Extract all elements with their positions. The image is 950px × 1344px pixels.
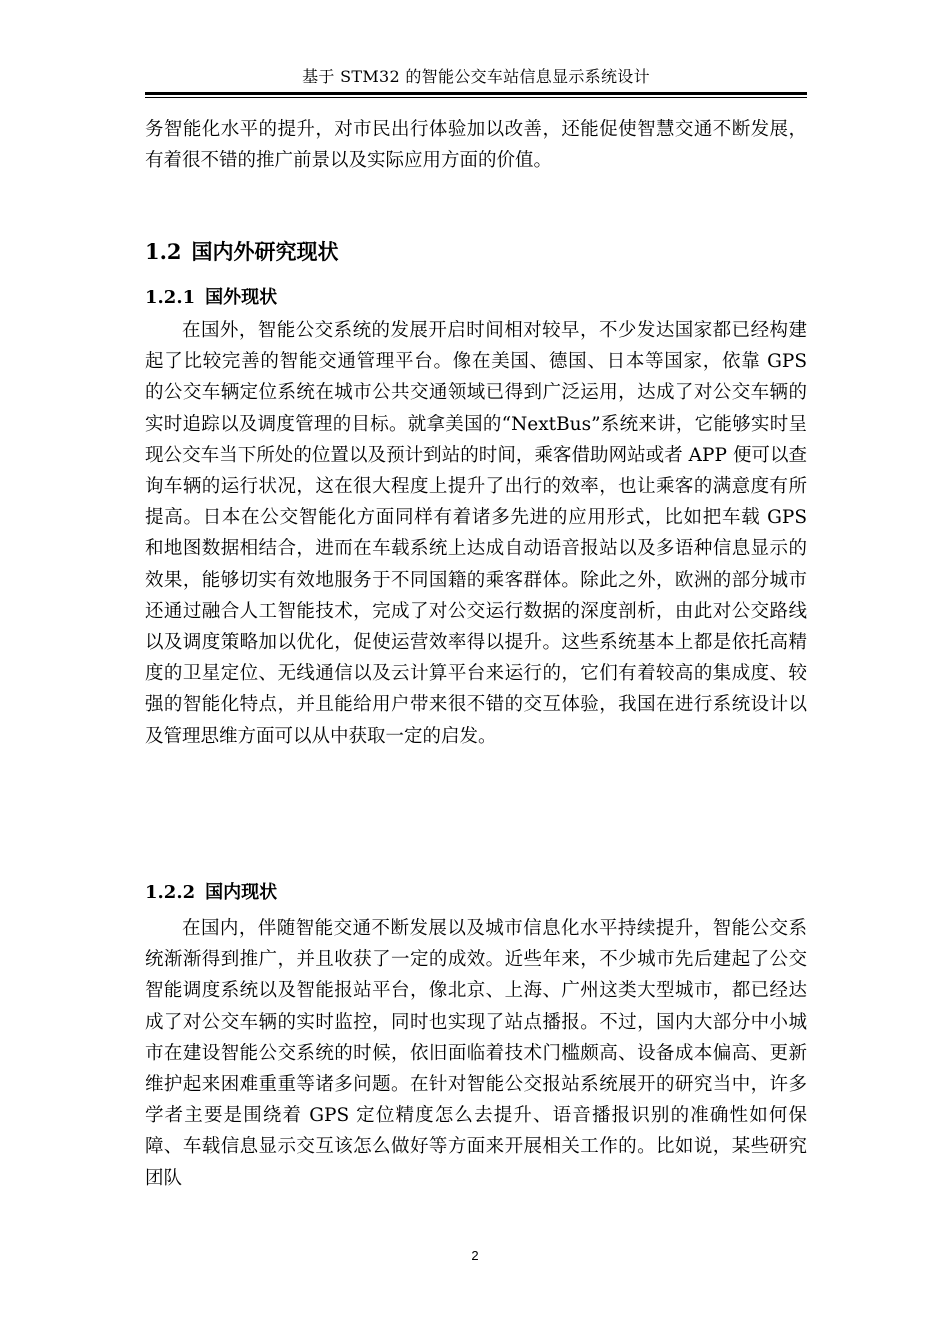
section-number: 1.2 [145,239,182,264]
page-number: 2 [471,1248,479,1263]
subsection-heading-1-2-2 [145,880,277,906]
subsection-number: 1.2.1 [145,287,196,308]
section-title: 国内外研究现状 [191,239,339,264]
paragraph-foreign-status: 在国外，智能公交系统的发展开启时间相对较早，不少发达国家都已经构建起了比较完善的智能交通管理平台。像在美国、德国、日本等国家，依靠 GPS 的公交车辆定位系统在城市公共交通领域已得到广泛运用，达成了对公交车辆的实时追踪以及调度管理的目标。就拿美国的“NextBus”系统来讲，它能够实时呈现公交车当下所处的位置以及预计到站的时间，乘客借助网站或者 APP 便可以查询车辆的运行状况，这在很大程度上提升了出行的效率，也让乘客的满意度有所提高。日本在公交智能化方面同样有着诸多先进的应用形式，比如把车载 GPS 和地图数据相结合，进而在车载系统上达成自动语音报站以及多语种信息显示的效果，能够切实有效地服务于不同国籍的乘客群体。除此之外，欧洲的部分城市还通过融合人工智能技术，完成了对公交运行数据的深度剖析，由此对公交路线以及调度策略加以优化，促使运营效率得以提升。这些系统基本上都是依托高精度的卫星定位、无线通信以及云计算平台来运行的，它们有着较高的集成度、较强的智能化特点，并且能给用户带来很不错的交互体验，我国在进行系统设计以及管理思维方面可以从中获取一定的启发。 [145,320,807,747]
paragraph-domestic-status: 在国内，伴随智能交通不断发展以及城市信息化水平持续提升，智能公交系统渐渐得到推广，并且收获了一定的成效。近些年来，不少城市先后建起了公交智能调度系统以及智能报站平台，像北京、上海、广州这类大型城市，都已经达成了对公交车辆的实时监控，同时也实现了站点播报。不过，国内大部分中小城市在建设智能公交系统的时候，依旧面临着技术门槛颇高、设备成本偏高、更新维护起来困难重重等诸多问题。在针对智能公交报站系统展开的研究当中，许多学者主要是围绕着 GPS 定位精度怎么去提升、语音播报识别的准确性如何保障、车载信息显示交互该怎么做好等方面来开展相关工作的。比如说，某些研究团队 [145,918,807,1189]
intro-paragraph: 务智能化水平的提升，对市民出行体验加以改善，还能促使智慧交通不断发展，有着很不错的推广前景以及实际应用方面的价值。 [145,119,807,172]
subsection-number: 1.2.2 [145,882,196,903]
subsection-title: 国外现状 [205,287,278,308]
header-rule-thick [145,92,807,95]
subsection-heading-1-2-1 [145,285,277,311]
header-rule-thin [145,97,807,98]
section-heading-1-2 [145,237,339,267]
subsection-title: 国内现状 [205,882,278,903]
page-header-title: 基于 STM32 的智能公交车站信息显示系统设计 [302,67,650,86]
